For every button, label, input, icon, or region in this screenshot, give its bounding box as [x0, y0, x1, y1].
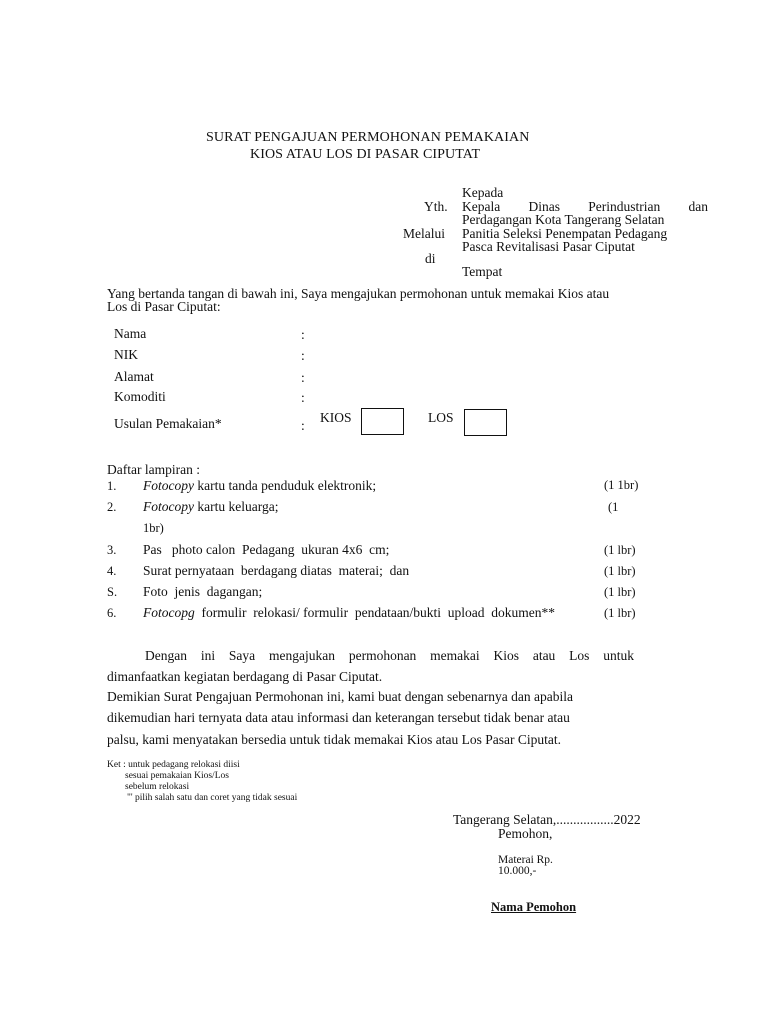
attachment-6-qty: (1 lbr): [604, 606, 636, 620]
materai-line-2: 10.000,-: [498, 865, 537, 877]
attachment-5-qty: (1 lbr): [604, 585, 636, 599]
note-line-4: "' pilih salah satu dan coret yang tidak sesuai: [127, 793, 298, 803]
field-label-usulan: Usulan Pemakaian*: [114, 416, 222, 431]
intro-line-2: Los di Pasar Ciputat:: [107, 299, 221, 314]
closing-p1-line2: dimanfaatkan kegiatan berdagang di Pasar Ciputat.: [107, 669, 383, 684]
recipient-yth-value-2: Perdagangan Kota Tangerang Selatan: [462, 212, 665, 227]
attachment-6-text: [143, 605, 555, 621]
letter-title-line1: SURAT PENGAJUAN PERMOHONAN PEMAKAIAN: [206, 130, 530, 145]
field-colon-alamat: :: [301, 370, 305, 385]
attachment-6-desc: formulir relokasi/ formulir pendataan/bukti upload dokumen**: [201, 605, 556, 620]
signature-pemohon: Pemohon,: [498, 826, 553, 841]
attachment-5-number: S.: [107, 585, 118, 599]
kios-checkbox[interactable]: [361, 408, 404, 435]
attachment-1-text: [143, 478, 376, 494]
materai-line-1: Materai Rp.: [498, 854, 553, 866]
field-label-alamat: Alamat: [114, 369, 154, 384]
attachment-1-number: 1.: [107, 479, 117, 493]
attachment-4-qty: (1 lbr): [604, 564, 636, 578]
recipient-melalui-value-2: Pasca Revitalisasi Pasar Ciputat: [462, 239, 635, 254]
letter-title-line2: KIOS ATAU LOS DI PASAR CIPUTAT: [250, 147, 481, 162]
attachment-4-number: 4.: [107, 564, 117, 578]
recipient-melalui-label: Melalui: [403, 226, 445, 241]
closing-p2-line1: Demikian Surat Pengajuan Permohonan ini, kami buat dengan sebenarnya dan apabila: [107, 689, 573, 704]
attachment-1-italic: Fotocopy: [143, 478, 194, 493]
attachment-6-number: 6.: [107, 606, 117, 620]
attachment-5-text: Foto jenis dagangan;: [143, 584, 263, 599]
attachment-1-desc: kartu tanda penduduk elektronik;: [197, 478, 377, 493]
attachment-3-qty: (1 lbr): [604, 543, 636, 557]
field-colon-nik: :: [301, 348, 305, 363]
attachment-2-text: [143, 499, 278, 515]
field-colon-usulan: :: [301, 418, 305, 433]
attachment-6-italic: Fotocopg: [143, 605, 195, 620]
field-colon-nama: :: [301, 327, 305, 342]
recipient-yth-label: Yth.: [424, 199, 448, 214]
attachment-2-qty-cont: 1br): [143, 521, 164, 535]
recipient-melalui-value: Panitia Seleksi Penempatan Pedagang: [462, 226, 668, 241]
field-label-komoditi: Komoditi: [114, 389, 166, 404]
attachment-2-desc: kartu keluarga;: [197, 499, 279, 514]
recipient-tempat: Tempat: [462, 264, 503, 279]
closing-p2-line2: dikemudian hari ternyata data atau informasi dan keterangan tersebut tidak benar atau: [107, 710, 570, 725]
recipient-kepada: Kepada: [462, 185, 504, 200]
field-label-nama: Nama: [114, 326, 147, 341]
attachment-2-qty: (1: [608, 500, 619, 514]
attachment-2-italic: Fotocopy: [143, 499, 194, 514]
note-line-3: sebelum relokasi: [125, 782, 190, 792]
attachment-1-qty: (1 1br): [604, 478, 639, 492]
field-colon-komoditi: :: [301, 390, 305, 405]
note-line-2: sesuai pemakaian Kios/Los: [125, 771, 229, 781]
intro-line-1: Yang bertanda tangan di bawah ini, Saya mengajukan permohonan untuk memakai Kios atau: [107, 286, 610, 301]
attachment-3-number: 3.: [107, 543, 117, 557]
signature-name: Nama Pemohon: [491, 900, 577, 914]
note-line-1: Ket : untuk pedagang relokasi diisi: [107, 760, 240, 770]
los-checkbox[interactable]: [464, 409, 507, 436]
attachments-heading: Daftar lampiran :: [107, 462, 200, 477]
field-label-nik: NIK: [114, 347, 138, 362]
kios-label: KIOS: [320, 410, 352, 425]
recipient-di-label: di: [425, 251, 436, 266]
signature-place-date: Tangerang Selatan,.................2022: [453, 812, 641, 827]
los-label: LOS: [428, 410, 454, 425]
recipient-yth-value: Kepala Dinas Perindustrian dan: [462, 199, 708, 214]
closing-p1-line1: Dengan ini Saya mengajukan permohonan memakai Kios atau Los untuk: [145, 648, 634, 663]
attachment-2-number: 2.: [107, 500, 117, 514]
attachment-3-text: Pas photo calon Pedagang ukuran 4x6 cm;: [143, 542, 390, 557]
closing-p2-line3: palsu, kami menyatakan bersedia untuk tidak memakai Kios atau Los Pasar Ciputat.: [107, 732, 562, 747]
attachment-4-text: Surat pernyataan berdagang diatas materai; dan: [143, 563, 410, 578]
